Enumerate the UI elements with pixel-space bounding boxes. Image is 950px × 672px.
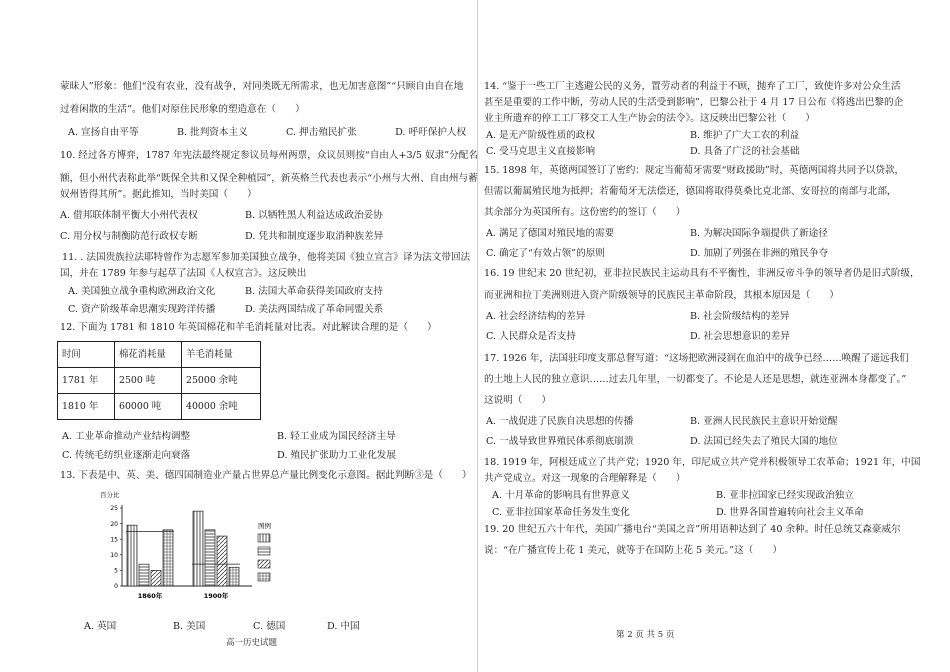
q16-stem-line-2: 而亚洲和拉丁美洲则进入资产阶级领导的民族民主革命阶段，其根本原因是（ ） [484,290,839,301]
q12-option-d: D. 殖民扩张助力工业化发展 [277,450,396,461]
q11-option-a: A. 美国独立战争重构欧洲政治文化 [68,286,216,297]
q18-option-b: B. 亚非拉国家已经实现政治独立 [716,490,854,501]
table-cell: 25000 余吨 [182,368,261,394]
q10-option-c: C. 用分权与制衡防范行政权专断 [60,231,198,242]
table-header-cell: 棉花消耗量 [115,342,182,368]
q19-stem-line-2: 说：“在广播宣传上花 1 美元，就等于在国防上花 5 美元。”这（ ） [484,545,783,556]
q17-option-d: D. 法国已经失去了殖民大国的地位 [690,436,838,447]
chart-bar [229,567,239,586]
q18-stem-line-1: 18. 1919 年，阿根廷成立了共产党；1920 年，印尼成立共产党并积极领导工农革命；1921 年，中国 [484,457,921,468]
q17-option-b: B. 亚洲人民民族民主意识开始觉醒 [690,416,838,427]
q14-option-b: B. 维护了广大工农的利益 [690,130,800,141]
q13-option-a: A. 英国 [84,621,117,632]
q18-option-d: D. 世界各国普遍转向社会主义革命 [716,507,864,518]
chart-bar [127,525,137,586]
q13-option-b: B. 美国 [173,621,206,632]
page-footer-left: 高一历史试题 [226,638,278,648]
table-row [58,394,261,420]
q17-option-a: A. 一战促进了民族自决思想的传播 [486,416,634,427]
q17-stem-line-1: 17. 1926 年，法国驻印度支那总督写道：“这场把欧洲浸润在血泊中的战争已经……唤醒了遥远我们 [484,353,909,364]
q15-option-c: C. 确定了“有效占领”的原则 [486,248,605,259]
chart-bar [139,564,149,586]
q12-option-a: A. 工业革命推动产业结构调整 [62,431,191,442]
q15-stem-line-2: 但需以葡属殖民地为抵押；若葡萄牙无法偿还，德国将取得莫桑比克北部、安哥拉的南部与北部， [484,186,897,197]
q17-option-c: C. 一战导致世界殖民体系彻底崩溃 [486,436,634,447]
q13-option-d: D. 中国 [327,621,360,632]
table-header-cell: 羊毛消耗量 [182,342,261,368]
q9-stem-line-2: 过着闲散的生活”。他们对原住民形象的塑造意在（ ） [60,104,305,115]
q9-stem-line-1: 蒙昧人”形象：他们“没有农业，没有战争，对同类既无所需求，也无加害意图”“只顾自由自在地 [60,81,464,92]
q14-stem-line-1: 14. “鉴于一些工厂主逃避公民的义务，置劳动者的利益于不顾，抛弃了工厂，致使许多对公众生活 [484,81,901,92]
q15-option-d: D. 加剧了列强在非洲的殖民争夺 [690,248,829,259]
chart-bar [217,536,227,586]
chart-y-tick-label: 5 [114,567,118,575]
q11-stem-line-2: 国，并在 1789 年参与起草了法国《人权宣言》。这反映出 [60,268,307,279]
table-cell: 2500 吨 [115,368,182,394]
q16-option-a: A. 社会经济结构的差异 [486,311,586,322]
q12-table [57,341,261,420]
q10-stem-line-2: 额，但小州代表称此举“既保全共和又保全种植园”，新英格兰代表也表示“小州与大州、自由州与蓄 [60,173,478,184]
q19-stem-line-1: 19. 20 世纪五六十年代，美国广播电台“美国之音”所用语种达到了 40 余种。时任总统艾森豪威尔 [484,524,901,535]
q9-options: A. 宣扬自由平等 B. 批判资本主义 C. 押击殖民扩张 D. 呼吁保护人权 [68,127,467,138]
q16-option-d: D. 社会思想意识的差异 [690,331,790,342]
chart-legend [258,521,272,581]
table-cell: 60000 吨 [115,394,182,420]
chart-x-category-label: 1900年 [203,592,229,600]
chart-y-axis-label: 百分比 [100,491,120,499]
table-header-row [58,342,261,368]
chart-y-tick-label: 25 [110,505,118,513]
chart-bar [193,511,203,586]
chart-y-tick-label: 15 [110,536,118,544]
chart-legend-swatch [258,534,270,542]
table-cell: 1810 年 [58,394,115,420]
q14-option-a: A. 是无产阶级性质的政权 [486,130,595,141]
q10-option-a: A. 借邦联体制平衡大小州代表权 [60,210,198,221]
chart-bars [126,511,240,586]
q16-option-b: B. 社会阶级结构的差异 [690,311,790,322]
q12-option-c: C. 传统毛纺织业逐渐走向衰落 [62,450,191,461]
q18-option-a: A. 十月革命的影响具有世界意义 [492,490,630,501]
chart-legend-swatch [258,547,270,555]
q16-stem-line-1: 16. 19 世纪末 20 世纪初，亚非拉民族民主运动具有不平衡性，非洲反帝斗争的领导者仍是旧式阶级， [484,268,920,279]
q18-option-c: C. 亚非拉国家革命任务发生变化 [492,507,630,518]
table-row [58,368,261,394]
chart-bar [151,570,161,586]
q10-option-d: D. 凭共和制度逐步取消种族差异 [245,231,384,242]
q11-option-b: B. 法国大革命获得美国政府支持 [245,286,383,297]
q13-bar-chart [100,488,280,603]
q16-option-c: C. 人民群众是否支持 [486,331,576,342]
table-cell: 1781 年 [58,368,115,394]
q15-stem-line-3: 其余部分为英国所有。这份密约的签订（ ） [484,207,686,218]
q10-stem-line-3: 奴州皆得其所”。据此推知，当时美国（ ） [60,189,257,200]
chart-y-tick-label: 0 [114,583,118,591]
q11-option-d: D. 美法两国结成了革命同盟关系 [245,304,384,315]
q12-option-b: B. 轻工业成为国民经济主导 [277,431,396,442]
chart-legend-swatch [258,560,270,568]
q17-stem-line-2: 的土地上人民的独立意识……过去几年里，一切都变了。不论是人还是思想，就连亚洲本身都变了。” [484,374,907,385]
column-divider [477,0,478,672]
q15-option-b: B. 为解决国际争端提供了新途径 [690,228,828,239]
q17-stem-line-3: 这说明（ ） [484,395,552,406]
q13-option-c: C. 德国 [253,621,286,632]
chart-y-tick-label: 20 [110,520,118,528]
q14-stem-line-3: 业主所遗弃的停工工厂移交工人生产协会的法令》。这反映出巴黎公社（ ） [484,113,815,124]
chart-bar [163,530,173,586]
chart-y-tick-label: 10 [110,552,118,559]
q12-stem: 12. 下面为 1781 和 1810 年英国棉花和羊毛消耗量对比表。对此解读合理的是（ ） [60,322,437,333]
table-cell: 40000 余吨 [182,394,261,420]
q13-stem: 13. 下表是中、英、美、德四国制造业产量占世界总产量比例变化示意图。据此判断③是（ ） [60,470,472,481]
q18-stem-line-2: 共产党成立。对这一现象的合理解释是（ ） [484,473,686,484]
page-footer-right: 第 2 页 共 5 页 [616,630,675,640]
chart-legend-title: 图例 [258,522,271,530]
q14-stem-line-2: 甚至是重要的工作中断，劳动人民的生活受到影响”，巴黎公社于 4 月 17 日公布《将逃出巴黎的企 [484,97,904,108]
q15-option-a: A. 满足了德国对殖民地的需要 [486,228,615,239]
q11-option-c: C. 资产阶级革命思潮实现跨洋传播 [68,304,216,315]
q14-option-d: D. 具备了广泛的社会基础 [690,146,800,157]
q10-stem-line-1: 10. 经过各方博弈，1787 年宪法最终规定参议员每州两票，众议员则按“自由人+3/5 奴隶”分配名 [60,150,478,161]
q15-stem-line-1: 15. 1898 年，英德两国签订了密约：规定当葡萄牙需要“财政援助”时，英德两国将共同予以贷款， [484,165,905,176]
q10-option-b: B. 以牺牲黑人利益达成政治妥协 [245,210,383,221]
chart-legend-swatch [258,573,270,581]
table-header-cell: 时间 [58,342,115,368]
chart-bar [205,530,215,586]
q14-option-c: C. 受马克思主义直接影响 [486,146,596,157]
q11-stem-line-1: 11. . 法国贵族拉法耶特曾作为志愿军参加美国独立战争，他将美国《独立宣言》译为法文带回法 [62,252,471,263]
chart-x-category-label: 1860年 [137,592,163,600]
